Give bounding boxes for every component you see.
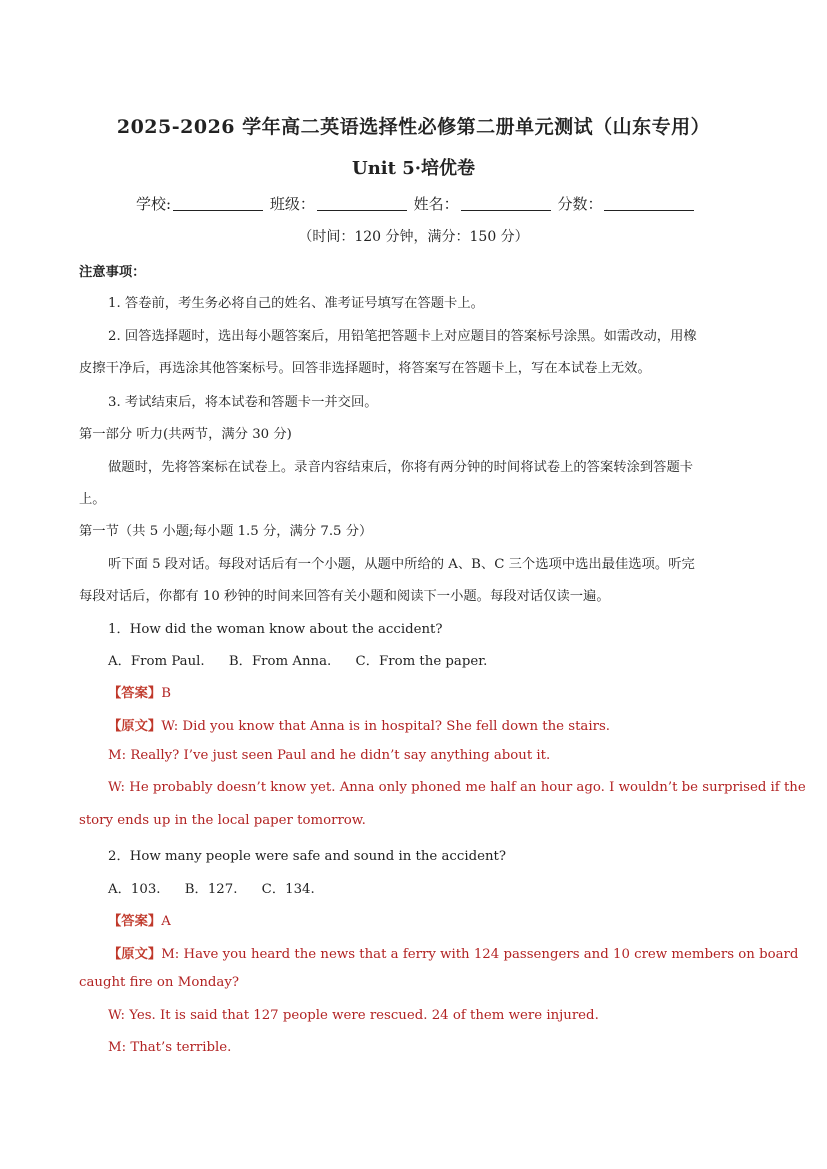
- question-1-answer: [108, 682, 171, 701]
- notice-item-2-line2: 皮擦干净后，再选涂其他答案标号。回答非选择题时，将答案写在答题卡上，写在本试卷上无效。: [79, 361, 651, 376]
- score-blank[interactable]: [604, 195, 694, 211]
- section1-heading: 第一节（共 5 小题;每小题 1.5 分，满分 7.5 分）: [79, 524, 373, 539]
- notice-item-2-line1: 2. 回答选择题时，选出每小题答案后，用铅笔把答题卡上对应题目的答案标号涂黑。如需改动，用橡: [108, 329, 697, 344]
- class-blank[interactable]: [317, 195, 407, 211]
- question-1-options: [108, 650, 507, 669]
- class-label: 班级：: [269, 195, 315, 213]
- question-2-options: [108, 878, 335, 897]
- section1-desc-line1: 听下面 5 段对话。每段对话后有一个小题，从题中所给的 A、B、C 三个选项中选出最佳选项。听完: [108, 557, 695, 572]
- question-2-script-line3: W: Yes. It is said that 127 people were rescued. 24 of them were injured.: [108, 1008, 599, 1023]
- script-text: M: Have you heard the news that a ferry with 124 passengers and 10 crew members on board: [161, 947, 799, 962]
- question-1-script-line2: M: Really? I’ve just seen Paul and he didn’t say anything about it.: [108, 748, 551, 763]
- question-2-option-b: B．127.: [184, 882, 238, 897]
- answer-label: 【答案】: [108, 686, 162, 701]
- question-2-answer: [108, 910, 171, 929]
- question-2-option-a: A．103.: [108, 882, 161, 897]
- name-label: 姓名：: [413, 195, 459, 213]
- script-label: 【原文】: [108, 719, 162, 734]
- notice-item-3: 3. 考试结束后，将本试卷和答题卡一并交回。: [108, 395, 378, 410]
- score-label: 分数：: [557, 195, 603, 213]
- question-2-script-line2: caught fire on Monday?: [79, 975, 239, 990]
- exam-subtitle: Unit 5·培优卷: [352, 158, 475, 179]
- section1-desc-line2: 每段对话后，你都有 10 秒钟的时间来回答有关小题和阅读下一小题。每段对话仅读一遍。: [79, 589, 610, 604]
- question-1-option-a: A．From Paul.: [108, 654, 205, 669]
- time-limit: （时间：120 分钟，满分：150 分）: [298, 229, 529, 245]
- answer-value: A: [161, 914, 171, 929]
- question-1-option-b: B．From Anna.: [228, 654, 332, 669]
- exam-title: 2025-2026 学年高二英语选择性必修第二册单元测试（山东专用）: [116, 116, 711, 138]
- part1-desc-line2: 上。: [79, 492, 106, 507]
- part1-desc-line1: 做题时，先将答案标在试卷上。录音内容结束后，你将有两分钟的时间将试卷上的答案转涂到答题卡: [108, 460, 694, 475]
- script-label: 【原文】: [108, 947, 162, 962]
- notice-item-1: 1. 答卷前，考生务必将自己的姓名、准考证号填写在答题卡上。: [108, 296, 484, 311]
- question-1-option-c: C．From the paper.: [355, 654, 488, 669]
- answer-value: B: [161, 686, 171, 701]
- question-2-option-c: C．134.: [261, 882, 315, 897]
- question-1-script-line4: story ends up in the local paper tomorrow.: [79, 813, 366, 828]
- question-2-script-line4: M: That’s terrible.: [108, 1040, 232, 1055]
- part1-heading: 第一部分 听力(共两节，满分 30 分): [79, 427, 292, 442]
- answer-label: 【答案】: [108, 914, 162, 929]
- question-1-script-line3: W: He probably doesn’t know yet. Anna only phoned me half an hour ago. I wouldn’t be surprised if the: [108, 780, 806, 795]
- question-1-script-line1: [108, 715, 610, 734]
- question-2-stem: 2．How many people were safe and sound in the accident?: [108, 849, 506, 864]
- question-2-script-line1: [108, 943, 798, 962]
- script-text: W: Did you know that Anna is in hospital? She fell down the stairs.: [161, 719, 611, 734]
- question-1-stem: 1．How did the woman know about the accident?: [108, 622, 443, 637]
- school-blank[interactable]: [173, 195, 263, 211]
- school-label: 学校:: [136, 195, 172, 213]
- notice-heading: 注意事项：: [79, 265, 146, 280]
- student-info-row: [136, 193, 696, 214]
- name-blank[interactable]: [461, 195, 551, 211]
